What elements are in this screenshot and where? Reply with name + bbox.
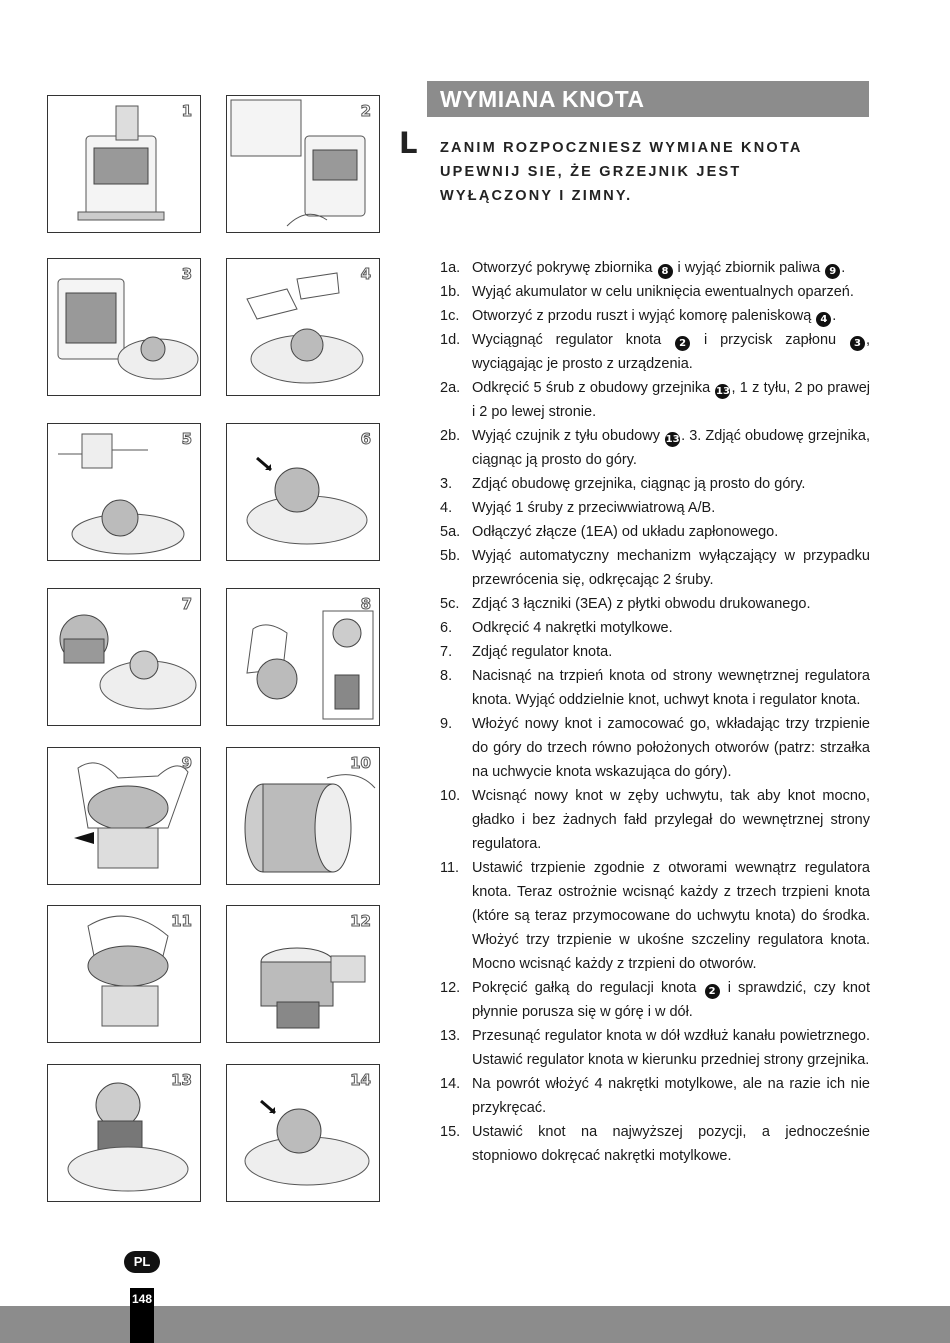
step-item [440, 544, 870, 592]
step-label: 1c. [440, 308, 460, 324]
step-label: 8. [440, 668, 453, 684]
figure-number: 12 [350, 912, 371, 930]
steps-list [440, 256, 870, 1168]
figure-12 [226, 905, 380, 1043]
step-label: 3. [440, 476, 453, 492]
step-text: Zdjąć 3 łączniki (3EA) z płytki obwodu drukowanego. [472, 596, 811, 612]
step-label: 7. [440, 644, 453, 660]
step-label: 5c. [440, 596, 460, 612]
figure-5 [47, 423, 201, 561]
step-item [440, 712, 870, 784]
step-label: 14. [440, 1076, 461, 1092]
figure-8 [226, 588, 380, 726]
step-label: 1b. [440, 284, 461, 300]
step-label: 15. [440, 1124, 461, 1140]
figure-number: 11 [171, 912, 192, 930]
figure-1 [47, 95, 201, 233]
step-item [440, 376, 870, 424]
step-label: 5a. [440, 524, 461, 540]
part-number-badge: 3 [850, 336, 865, 351]
page-number: 148 [130, 1288, 154, 1343]
step-text: Odkręcić 5 śrub z obudowy grzejnika 13 , 1 z tyłu, 2 po prawej i 2 po lewej stronie. [472, 380, 870, 420]
step-text: Nacisnąć na trzpień knota od strony wewnętrznej regulatora knota. Wyjąć oddzielnie knot, uchwyt knota i regulator knota. [472, 668, 870, 708]
warning-letter: L [399, 126, 418, 160]
figure-number: 5 [181, 430, 192, 448]
step-item [440, 1120, 870, 1168]
step-item [440, 592, 870, 616]
figure-number: 2 [360, 102, 371, 120]
step-label: 11. [440, 860, 460, 876]
step-label: 4. [440, 500, 453, 516]
figure-13 [47, 1064, 201, 1202]
figure-illustration [48, 589, 201, 726]
step-text: Na powrót włożyć 4 nakrętki motylkowe, ale na razie ich nie przykręcać. [472, 1076, 870, 1116]
figure-number: 10 [350, 754, 371, 772]
step-text: Ustawić trzpienie zgodnie z otworami wewnątrz regulatora knota. Teraz ostrożnie wcisnąć każdy z trzech trzpieni knota (które są teraz przymocowane do uchwytu knota) do środka. Włożyć trzy trzpienie w ukośne szczeliny regulatora knota. Mocno wcisnąć każdy z trzpieni do otworów. [472, 860, 870, 972]
figure-11 [47, 905, 201, 1043]
figure-4 [226, 258, 380, 396]
step-item [440, 856, 870, 976]
step-text: Odkręcić 4 nakrętki motylkowe. [472, 620, 673, 636]
figure-number: 14 [350, 1071, 371, 1089]
step-item [440, 280, 870, 304]
step-item [440, 1024, 870, 1072]
figure-6 [226, 423, 380, 561]
figure-7 [47, 588, 201, 726]
step-label: 2a. [440, 380, 461, 396]
step-label: 13. [440, 1028, 461, 1044]
step-text: Wyjąć akumulator w celu uniknięcia ewentualnych oparzeń. [472, 284, 854, 300]
figure-number: 7 [181, 595, 192, 613]
step-text: Wyjąć automatyczny mechanizm wyłączający w przypadku przewrócenia się, odkręcając 2 śruby. [472, 548, 870, 588]
step-label: 9. [440, 716, 453, 732]
part-number-badge: 9 [825, 264, 840, 279]
step-item [440, 784, 870, 856]
step-item [440, 640, 870, 664]
step-item [440, 496, 870, 520]
warning-text: ZANIM ROZPOCZNIESZ WYMIANE KNOTA UPEWNIJ SIE, ŻE GRZEJNIK JEST WYŁĄCZONY I ZIMNY. [440, 140, 802, 204]
figure-illustration [227, 589, 380, 726]
step-item [440, 472, 870, 496]
step-label: 12. [440, 980, 461, 996]
step-text: Otworzyć z przodu ruszt i wyjąć komorę paleniskową 4 . [472, 308, 837, 325]
section-title: WYMIANA KNOTA [427, 81, 869, 117]
step-label: 10. [440, 788, 461, 804]
step-label: 1d. [440, 332, 461, 348]
step-item [440, 520, 870, 544]
figure-3 [47, 258, 201, 396]
part-number-badge: 8 [658, 264, 673, 279]
step-text: Włożyć nowy knot i zamocować go, wkładając trzy trzpienie do góry do trzech równo położonych otworów (patrz: strzałka na uchwycie knota wskazująca do góry). [472, 716, 870, 780]
step-item [440, 1072, 870, 1120]
step-item [440, 328, 870, 376]
part-number-badge: 13 [665, 434, 680, 445]
part-number-badge: 13 [716, 386, 730, 397]
step-text: Wyciągnąć regulator knota 2 i przycisk zapłonu 3 , wyciągając je prosto z urządzenia. [472, 332, 870, 372]
part-number-badge: 2 [675, 336, 690, 351]
step-label: 6. [440, 620, 453, 636]
figure-number: 13 [171, 1071, 192, 1089]
figure-10 [226, 747, 380, 885]
step-item [440, 304, 870, 328]
figure-number: 9 [181, 754, 192, 772]
figure-illustration [227, 424, 380, 561]
figure-9 [47, 747, 201, 885]
step-item [440, 664, 870, 712]
step-item [440, 424, 870, 472]
step-text: Zdjąć obudowę grzejnika, ciągnąc ją prosto do góry. [472, 476, 806, 492]
figure-illustration [48, 259, 201, 396]
figure-14 [226, 1064, 380, 1202]
figure-illustration [227, 259, 380, 396]
figure-illustration [48, 748, 201, 885]
language-badge: PL [124, 1251, 160, 1273]
figure-number: 1 [181, 102, 192, 120]
step-text: Wyjąć 1 śruby z przeciwwiatrową A/B. [472, 500, 716, 516]
figure-illustration [48, 96, 201, 233]
step-text: Wcisnąć nowy knot w zęby uchwytu, tak aby knot mocno, gładko i bez żadnych fałd przylegał do wewnętrznej strony regulatora. [472, 788, 870, 852]
figure-number: 6 [360, 430, 371, 448]
figure-2 [226, 95, 380, 233]
figure-number: 3 [181, 265, 192, 283]
step-text: Otworzyć pokrywę zbiornika 8 i wyjąć zbiornik paliwa 9 . [472, 260, 846, 277]
figure-number: 4 [360, 265, 371, 283]
step-text: Odłączyć złącze (1EA) od układu zapłonowego. [472, 524, 779, 540]
figure-illustration [227, 96, 380, 233]
figure-number: 8 [360, 595, 371, 613]
step-text: Wyjąć czujnik z tyłu obudowy 13 . 3. Zdjąć obudowę grzejnika, ciągnąc ją prosto do góry. [472, 428, 871, 468]
step-item [440, 616, 870, 640]
step-label: 2b. [440, 428, 461, 444]
step-label: 1a. [440, 260, 461, 276]
step-item [440, 976, 870, 1024]
step-text: Zdjąć regulator knota. [472, 644, 613, 660]
part-number-badge: 4 [816, 312, 831, 327]
step-label: 5b. [440, 548, 461, 564]
step-text: Ustawić knot na najwyższej pozycji, a jednocześnie stopniowo dokręcać nakrętki motylkowe. [472, 1124, 870, 1164]
step-item [440, 256, 870, 280]
figure-illustration [48, 424, 201, 561]
step-text: Przesunąć regulator knota w dół wzdłuż kanału powietrznego. Ustawić regulator knota w kierunku przedniej strony grzejnika. [472, 1028, 870, 1068]
step-text: Pokręcić gałką do regulacji knota 2 i sprawdzić, czy knot płynnie porusza się w górę i w dół. [472, 980, 870, 1020]
part-number-badge: 2 [705, 984, 720, 999]
